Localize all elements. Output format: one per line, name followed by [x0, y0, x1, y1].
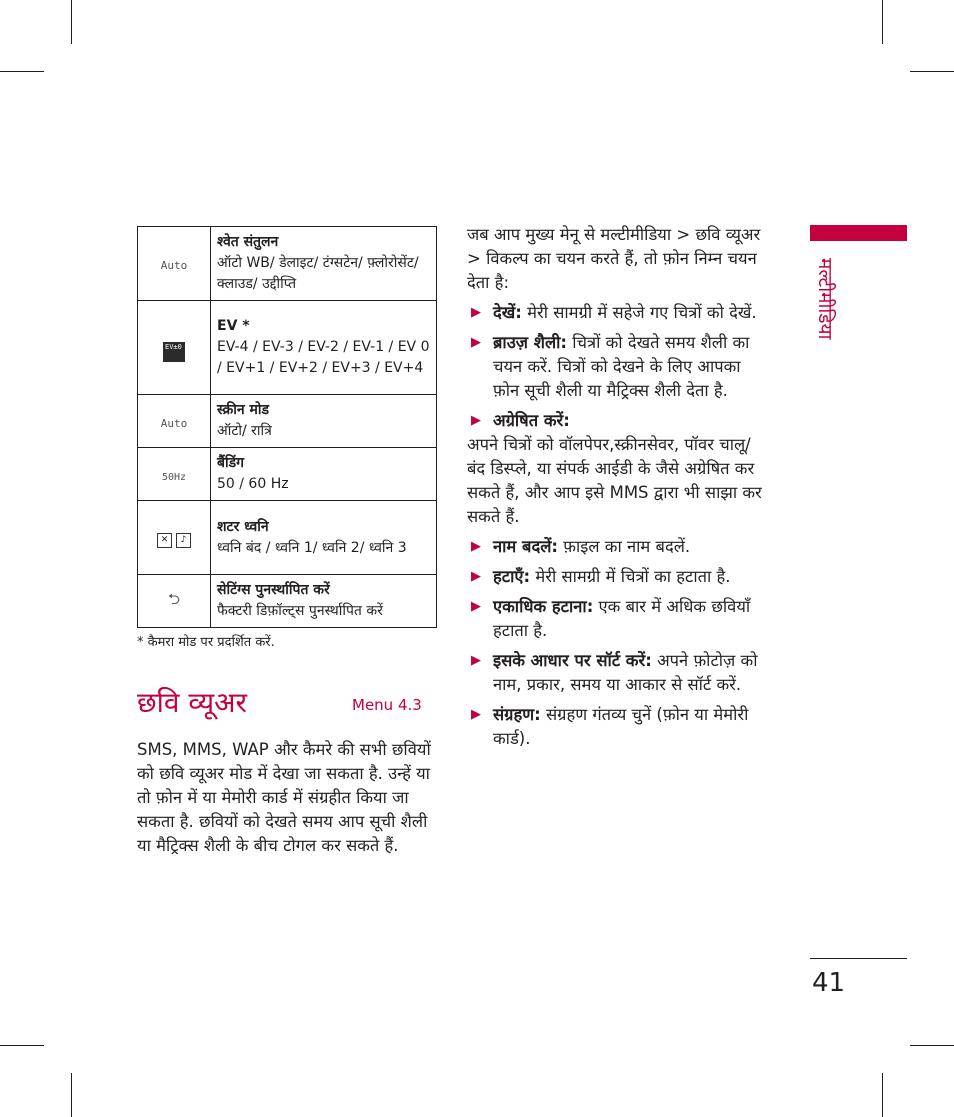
- bullet-arrow-icon: ▶: [471, 599, 481, 614]
- list-item: [467, 565, 767, 589]
- section-body: SMS, MMS, WAP और कैमरे की सभी छवियों को छवि व्यूअर मोड में देखा जा सकता है. उन्हें या तो फ़ोन में या मेमोरी कार्ड में संग्रहीत किया जा सकता है. छवियों को देखते समय आप सूची शैली या मैट्रिक्स शैली के बीच टोगल कर सकते हैं.: [137, 740, 431, 855]
- chapter-tab-bar: [810, 225, 907, 241]
- bullet-arrow-icon: ▶: [471, 305, 481, 320]
- setting-title: श्वेत संतुलन: [217, 234, 279, 250]
- crop-mark: [71, 0, 72, 44]
- table-row: [138, 448, 437, 501]
- bullet-arrow-icon: ▶: [471, 539, 481, 554]
- option-label: देखें:: [493, 303, 522, 322]
- options-column: [467, 223, 767, 751]
- bullet-arrow-icon: ▶: [471, 653, 481, 668]
- option-label: हटाएँ:: [493, 567, 531, 586]
- crop-mark: [910, 71, 954, 72]
- option-label: नाम बदलें:: [493, 537, 559, 556]
- setting-desc: फैक्टरी डिफ़ॉल्ट्स पुनर्स्थापित करें: [217, 603, 383, 619]
- menu-number: Menu 4.3: [352, 696, 422, 714]
- option-label: इसके आधार पर सॉर्ट करें:: [493, 651, 652, 670]
- table-row: [138, 227, 437, 301]
- auto-white-balance-icon: Auto: [160, 259, 188, 272]
- option-label: एकाधिक हटाना:: [493, 597, 594, 616]
- option-text: फ़ाइल का नाम बदलें.: [558, 537, 691, 556]
- option-label: संग्रहण:: [493, 705, 541, 724]
- reset-icon: ⮌: [167, 589, 180, 608]
- option-text: अपने फ़ोटोज़ को नाम, प्रकार, समय या आकार से सॉर्ट करें.: [493, 651, 758, 694]
- list-item: [467, 703, 767, 751]
- list-item: [467, 301, 767, 325]
- crop-mark: [882, 1073, 883, 1117]
- bullet-arrow-icon: ▶: [471, 413, 481, 428]
- crop-mark: [910, 1045, 954, 1046]
- setting-desc: EV-4 / EV-3 / EV-2 / EV-1 / EV 0 / EV+1 / EV+2 / EV+3 / EV+4: [217, 339, 430, 376]
- crop-mark: [71, 1073, 72, 1117]
- crop-mark: [882, 0, 883, 44]
- setting-title: स्क्रीन मोड: [217, 402, 269, 418]
- option-text: एक बार में अधिक छवियाँ हटाता है.: [493, 597, 751, 640]
- option-text: मेरी सामग्री में सहेजे गए चित्रों को देखें.: [521, 303, 757, 322]
- table-row: [138, 301, 437, 395]
- table-row: [138, 395, 437, 448]
- setting-title: शटर ध्वनि: [217, 518, 269, 535]
- list-item: [467, 649, 767, 697]
- list-item: [467, 331, 767, 403]
- list-item: [467, 595, 767, 643]
- shutter-sound-icon: [155, 527, 193, 546]
- setting-desc: ऑटो/ रात्रि: [217, 423, 272, 439]
- footnote: * कैमरा मोड पर प्रदर्शित करें.: [137, 635, 275, 650]
- bullet-arrow-icon: ▶: [471, 707, 481, 722]
- setting-title: बैंडिंग: [217, 455, 244, 471]
- setting-desc: ऑटो WB/ डेलाइट/ टंग्सटेन/ फ़्लोरोसेंट/ क्लाउड/ उद्दीप्ति: [217, 255, 419, 292]
- page-number-rule: [810, 958, 907, 959]
- section-title: छवि व्यूअर: [137, 686, 248, 719]
- setting-desc: ध्वनि बंद / ध्वनि 1/ ध्वनि 2/ ध्वनि 3: [217, 539, 407, 556]
- table-row: [138, 501, 437, 575]
- page-number: 41: [812, 968, 846, 998]
- bullet-arrow-icon: ▶: [471, 335, 481, 350]
- banding-icon: 50Hz: [161, 471, 187, 483]
- ev-icon: EV±0: [163, 342, 185, 362]
- option-text: चित्रों को देखते समय शैली का चयन करें. चित्रों को देखने के लिए आपका फ़ोन सूची शैली या मैट्रिक्स शैली देता है.: [493, 333, 750, 400]
- list-item: [467, 409, 767, 433]
- auto-screen-mode-icon: Auto: [160, 416, 188, 430]
- bullet-arrow-icon: ▶: [471, 569, 481, 584]
- option-text: संग्रहण गंतव्य चुनें (फ़ोन या मेमोरी कार्ड).: [493, 705, 749, 748]
- setting-title: सेटिंग्स पुनर्स्थापित करें: [217, 582, 330, 598]
- chapter-label: मल्टीमीडिया: [814, 258, 836, 340]
- option-label: ब्राउज़ शैली:: [493, 333, 568, 352]
- option-label: अग्रेषित करें:: [493, 411, 570, 430]
- intro-paragraph: जब आप मुख्य मेनू से मल्टीमीडिया > छवि व्यूअर > विकल्प का चयन करते हैं, तो फ़ोन निम्न चयन देता है:: [467, 225, 761, 292]
- crop-mark: [0, 71, 44, 72]
- mute-icon: ✕: [157, 533, 172, 548]
- sound-icon: ♪: [176, 533, 191, 548]
- list-item: [467, 535, 767, 559]
- camera-settings-table: [137, 226, 437, 628]
- table-row: [138, 575, 437, 628]
- forward-paragraph: अपने चित्रों को वॉलपेपर,स्क्रीनसेवर, पॉवर चालू/बंद डिस्प्ले, या संपर्क आईडी के जैसे अग्रेषित कर सकते हैं, और आप इसे MMS द्वारा भी साझा कर सकते हैं.: [467, 435, 762, 526]
- option-text: मेरी सामग्री में चित्रों का हटाता है.: [530, 567, 731, 586]
- setting-title: EV *: [217, 318, 250, 334]
- setting-desc: 50 / 60 Hz: [217, 476, 289, 492]
- crop-mark: [0, 1045, 44, 1046]
